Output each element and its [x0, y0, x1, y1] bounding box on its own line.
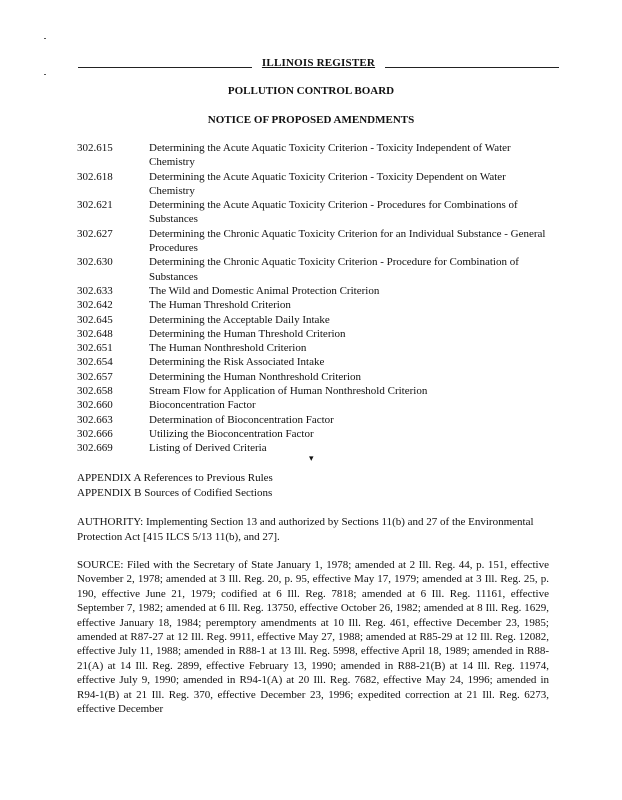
section-title: Determining the Acute Aquatic Toxicity Criterion - Toxicity Dependent on Water Chemistry [149, 170, 506, 197]
section-number: 302.642 [77, 299, 113, 312]
section-number: 302.648 [77, 327, 113, 340]
section-number: 302.633 [77, 284, 113, 297]
section-row [77, 413, 557, 427]
section-title: Determining the Acute Aquatic Toxicity Criterion - Toxicity Independent of Water Chemistry [149, 142, 511, 169]
section-number: 302.654 [77, 356, 113, 369]
register-title: ILLINOIS REGISTER [261, 57, 376, 69]
section-title: Determining the Acceptable Daily Intake [149, 313, 330, 326]
section-row [77, 441, 557, 455]
register-header [78, 57, 559, 71]
section-row [77, 384, 557, 398]
section-row [77, 355, 557, 369]
section-number: 302.651 [77, 342, 113, 355]
section-title: Bioconcentration Factor [149, 399, 256, 412]
section-title: Determining the Human Nonthreshold Criterion [149, 370, 362, 383]
section-title: The Human Nonthreshold Criterion [149, 342, 307, 355]
section-list [77, 141, 557, 456]
section-number: 302.618 [77, 170, 113, 183]
section-number: 302.645 [77, 313, 113, 326]
section-row [77, 227, 557, 256]
section-title: Determination of Bioconcentration Factor [149, 413, 334, 426]
section-number: 302.658 [77, 385, 113, 398]
section-number: 302.657 [77, 370, 113, 383]
authority-paragraph: AUTHORITY: Implementing Section 13 and authorized by Sections 11(b) and 27 of the Environmental Protection Act [415 ILCS 5/13 11(b), and 27]. [77, 516, 534, 543]
section-title: Stream Flow for Application of Human Nonthreshold Criterion [149, 385, 428, 398]
scan-speck [44, 38, 46, 39]
section-number: 302.663 [77, 413, 113, 426]
section-number: 302.615 [77, 142, 113, 154]
section-title: The Wild and Domestic Animal Protection Criterion [149, 284, 380, 297]
section-row [77, 284, 557, 298]
section-title: Determining the Chronic Aquatic Toxicity Criterion - Procedure for Combination of Substances [149, 256, 519, 283]
section-row [77, 341, 557, 355]
section-number: 302.630 [77, 256, 113, 269]
section-title: Determining the Human Threshold Criterion [149, 327, 346, 340]
section-number: 302.666 [77, 427, 113, 440]
section-number: 302.621 [77, 199, 113, 212]
section-number: 302.669 [77, 442, 113, 455]
appendix-item: APPENDIX B Sources of Codified Sections [77, 486, 273, 499]
section-row [77, 198, 557, 227]
section-row [77, 141, 557, 170]
notice-heading: NOTICE OF PROPOSED AMENDMENTS [207, 114, 415, 126]
scan-mark: ▾ [309, 453, 314, 463]
section-row [77, 313, 557, 327]
section-title: Utilizing the Bioconcentration Factor [149, 427, 314, 440]
section-row [77, 298, 557, 312]
section-row [77, 427, 557, 441]
section-row [77, 170, 557, 199]
header-rule-right [385, 67, 559, 68]
section-title: Determining the Chronic Aquatic Toxicity Criterion for an Individual Substance - General Procedures [149, 227, 546, 255]
section-number: 302.660 [77, 399, 113, 412]
appendix-list [77, 471, 557, 500]
section-row [77, 255, 557, 284]
scan-speck [44, 74, 46, 75]
section-title: Determining the Risk Associated Intake [149, 356, 325, 369]
section-row [77, 398, 557, 412]
appendix-item: APPENDIX A References to Previous Rules [77, 472, 273, 484]
section-row [77, 327, 557, 341]
section-row [77, 370, 557, 384]
agency-heading: POLLUTION CONTROL BOARD [227, 85, 395, 97]
section-title: Listing of Derived Criteria [149, 442, 267, 455]
section-number: 302.627 [77, 227, 113, 240]
section-title: The Human Threshold Criterion [149, 299, 291, 312]
section-title: Determining the Acute Aquatic Toxicity Criterion - Procedures for Combinations of Substances [149, 199, 518, 226]
source-paragraph: SOURCE: Filed with the Secretary of State January 1, 1978; amended at 2 Ill. Reg. 44, p. 151, effective November 2, 1978; amended at 3 Ill. Reg. 20, p. 95, effective May 17, 1979; amended at 3 Ill. Reg. 25, p. 190, effective June 21, 1979; codified at 6 Ill. Reg. 7818; amended at 6 Ill. Reg. 11161, effective September 7, 1982; amended at 6 Ill. Reg. 13750, effective October 26, 1982; amended at 8 Ill. Reg. 1629, effective January 18, 1984; peremptory amendments at 10 Ill. Reg. 461, effective December 23, 1985; amended at R87-27 at 12 Ill. Reg. 9911, effective May 27, 1988; amended at R85-29 at 12 Ill. Reg. 12082, effective July 11, 1988; amended in R88-1 at 13 Ill. Reg. 5998, effective April 18, 1989; amended in R88-21(A) at 14 Ill. Reg. 2899, effective February 13, 1990; amended in R88-21(B) at 14 Ill. Reg. 11974, effective July 9, 1990; amended in R94-1(A) at 20 Ill. Reg. 7682, effective May 24, 1996; amended in R94-1(B) at 21 Ill. Reg. 370, effective December 23, 1996; expedited correction at 21 Ill. Reg. 6273, effective December [77, 559, 549, 716]
